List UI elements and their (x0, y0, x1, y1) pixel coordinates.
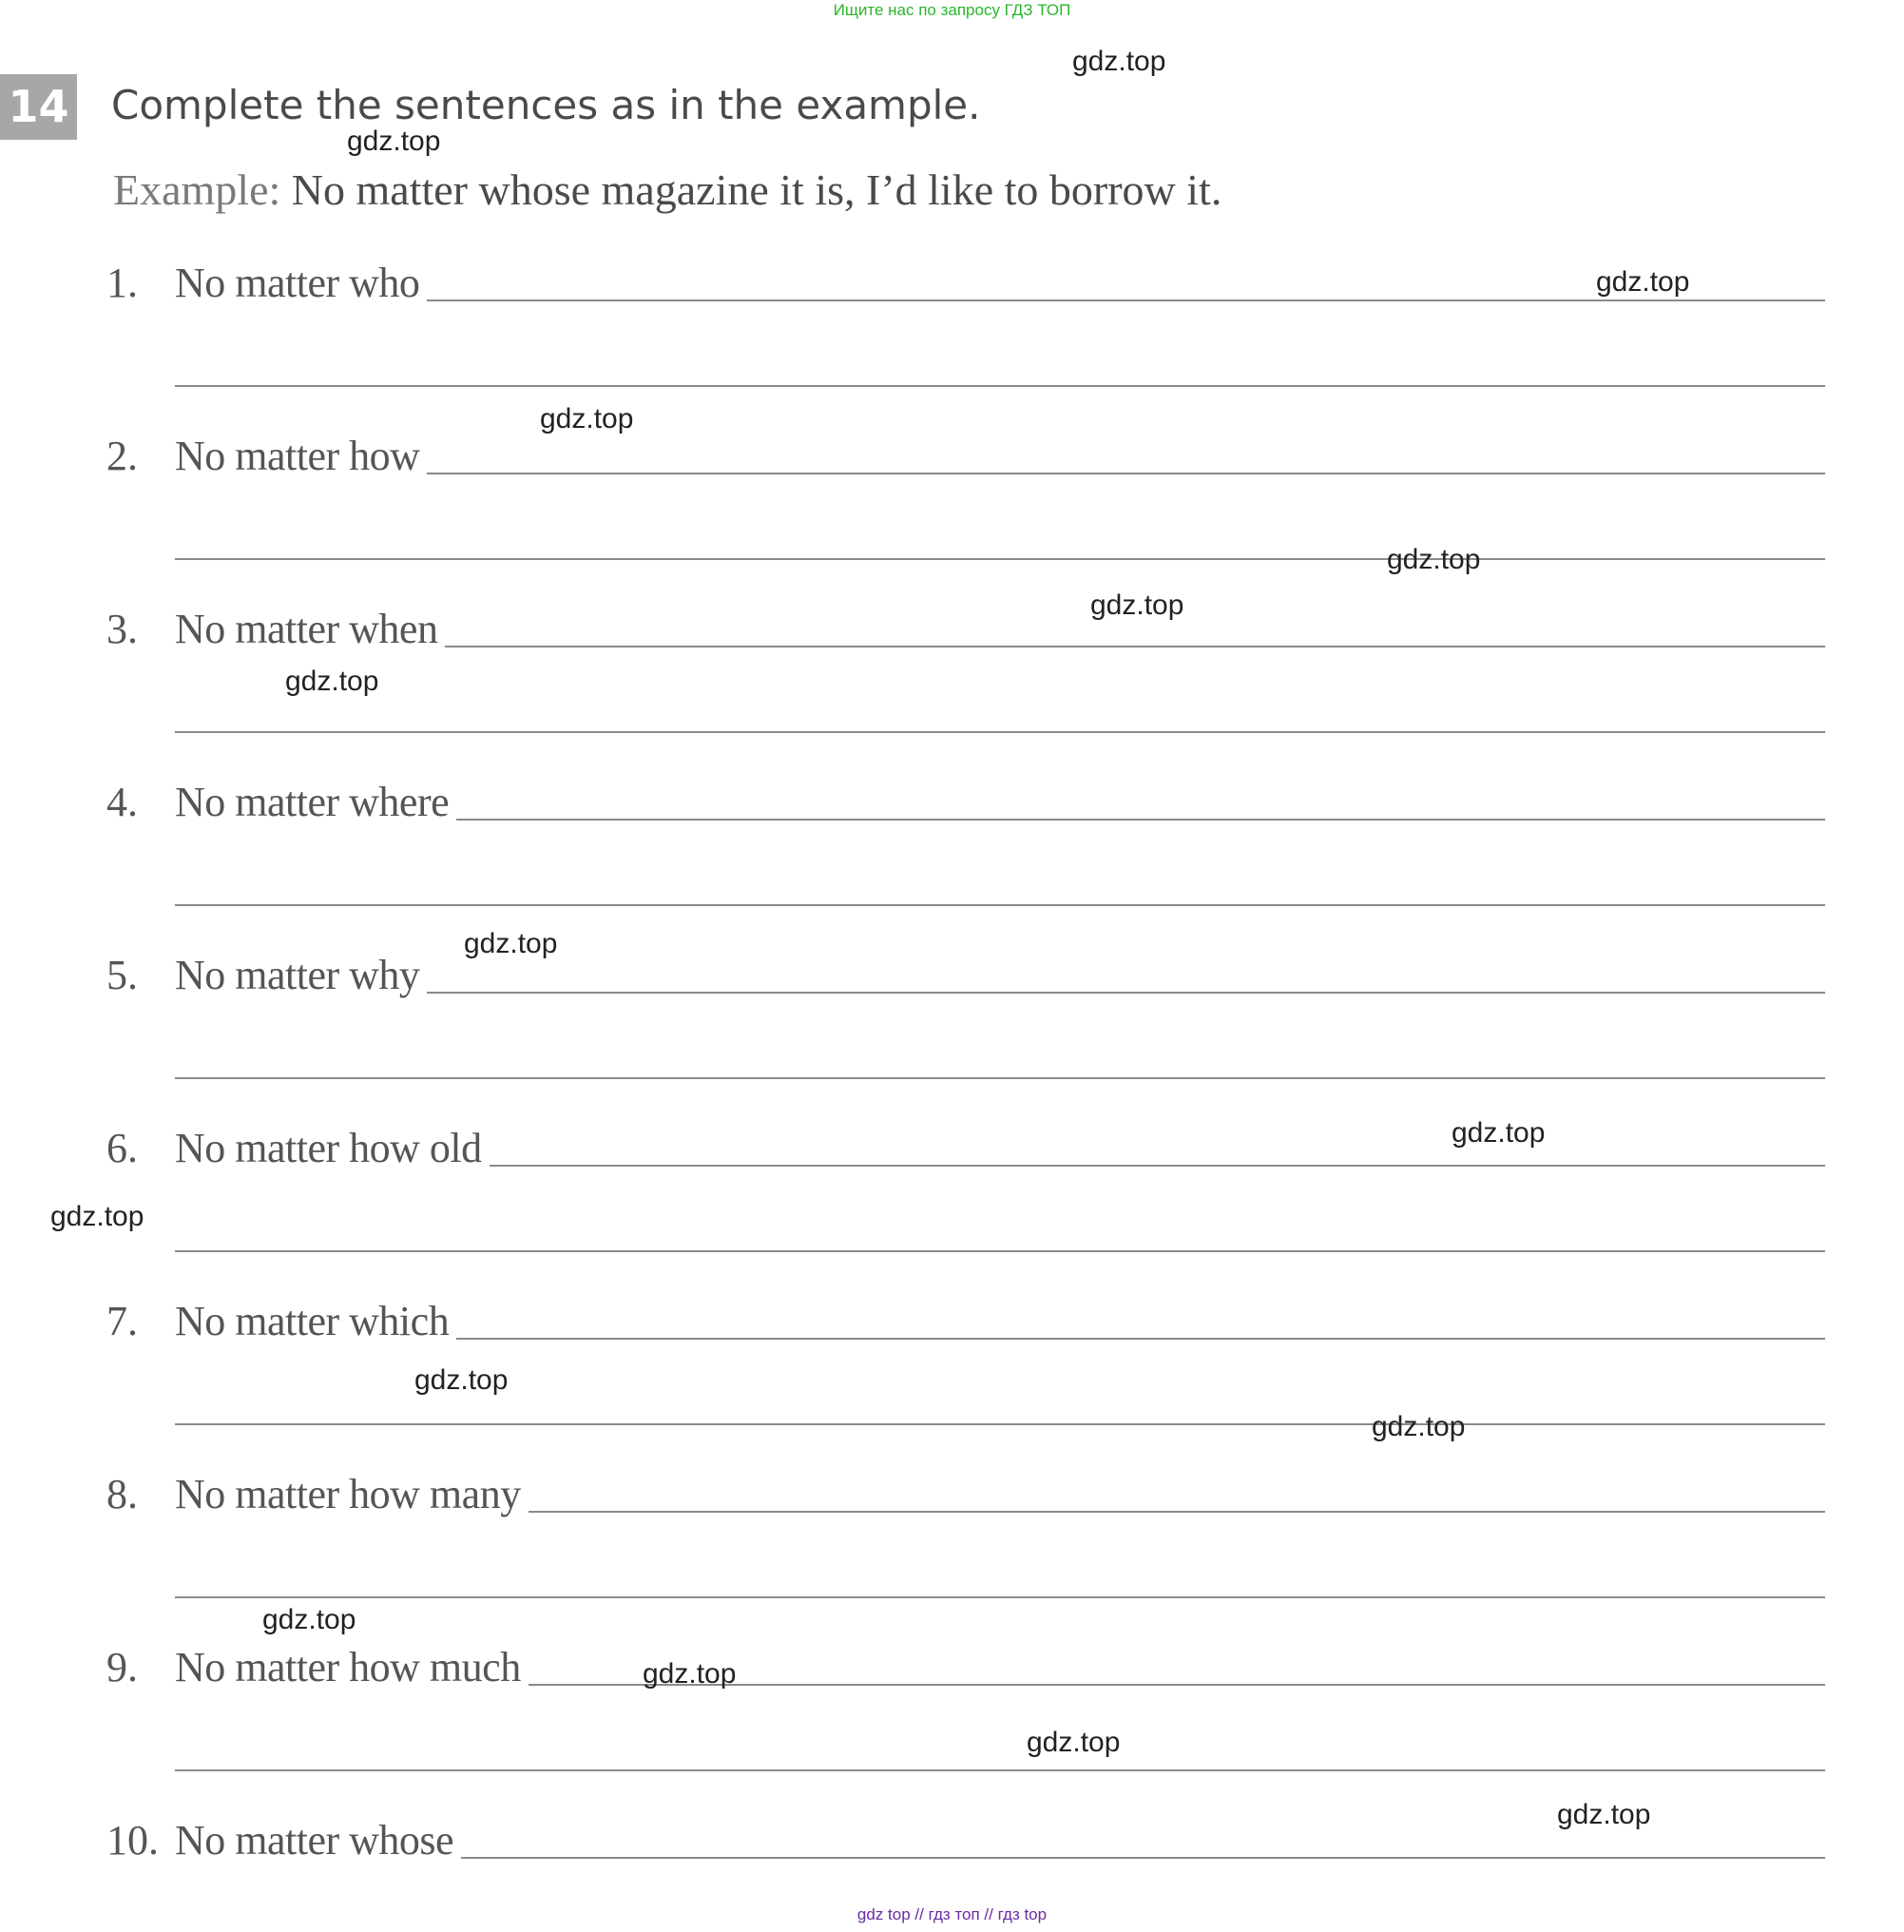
watermark: gdz.top (464, 928, 558, 959)
bottom-banner: gdz top // гдз топ // гдз top (856, 1905, 1048, 1923)
item-number: 1. (106, 260, 138, 306)
answer-line[interactable] (427, 473, 1825, 474)
exercise-item-5 (106, 939, 1825, 996)
watermark: gdz.top (1027, 1727, 1121, 1758)
answer-line-continuation[interactable] (175, 731, 1825, 733)
item-prompt: No matter how (175, 433, 420, 479)
item-number: 5. (106, 952, 138, 998)
watermark: gdz.top (262, 1604, 356, 1635)
watermark: gdz.top (540, 403, 634, 435)
exercise-item-1 (106, 247, 1825, 304)
watermark: gdz.top (50, 1201, 144, 1232)
watermark: gdz.top (1072, 46, 1166, 77)
item-prompt: No matter why (175, 952, 420, 998)
example-text: No matter whose magazine it is, I’d like to borrow it. (291, 165, 1222, 214)
answer-line-continuation[interactable] (175, 558, 1825, 560)
answer-line[interactable] (427, 299, 1825, 301)
exercise-item-4 (106, 766, 1825, 823)
example-sentence (113, 164, 1221, 215)
exercise-title: Complete the sentences as in the example. (111, 82, 981, 128)
item-prompt: No matter where (175, 779, 450, 825)
item-prompt: No matter which (175, 1298, 450, 1344)
example-label: Example: (113, 165, 281, 214)
answer-line-continuation[interactable] (175, 1423, 1825, 1425)
answer-line[interactable] (456, 1338, 1825, 1340)
item-number: 3. (106, 606, 138, 652)
answer-line-continuation[interactable] (175, 1769, 1825, 1771)
watermark: gdz.top (414, 1364, 509, 1396)
answer-line-continuation[interactable] (175, 1077, 1825, 1079)
exercise-item-2 (106, 420, 1825, 477)
item-prompt: No matter how many (175, 1471, 521, 1517)
item-number: 4. (106, 779, 138, 825)
exercise-item-9 (106, 1632, 1825, 1689)
top-banner: Ищите нас по запросу ГДЗ ТОП (833, 1, 1071, 19)
answer-line[interactable] (529, 1511, 1825, 1513)
item-number: 2. (106, 433, 138, 479)
exercise-item-6 (106, 1112, 1825, 1169)
watermark: gdz.top (1090, 589, 1184, 621)
answer-line[interactable] (427, 992, 1825, 994)
watermark: gdz.top (1557, 1799, 1651, 1830)
item-number: 9. (106, 1644, 138, 1690)
exercise-item-7 (106, 1285, 1825, 1343)
watermark: gdz.top (643, 1658, 737, 1690)
exercise-item-3 (106, 593, 1825, 650)
answer-line[interactable] (461, 1857, 1825, 1859)
answer-line[interactable] (490, 1165, 1825, 1167)
item-prompt: No matter how old (175, 1125, 482, 1171)
watermark: gdz.top (1596, 266, 1690, 298)
watermark: gdz.top (347, 126, 441, 157)
answer-line[interactable] (445, 646, 1825, 647)
watermark: gdz.top (1372, 1411, 1466, 1442)
item-prompt: No matter when (175, 606, 438, 652)
item-number: 8. (106, 1471, 138, 1517)
answer-line-continuation[interactable] (175, 904, 1825, 906)
item-number: 7. (106, 1298, 138, 1344)
exercise-number-badge: 14 (0, 74, 77, 140)
watermark: gdz.top (1387, 544, 1481, 575)
answer-line-continuation[interactable] (175, 1250, 1825, 1252)
watermark: gdz.top (1452, 1117, 1546, 1149)
item-number: 10. (106, 1817, 159, 1864)
answer-line[interactable] (456, 819, 1825, 821)
item-prompt: No matter whose (175, 1817, 454, 1864)
answer-line-continuation[interactable] (175, 1596, 1825, 1598)
item-prompt: No matter who (175, 260, 420, 306)
watermark: gdz.top (285, 666, 379, 697)
answer-line-continuation[interactable] (175, 385, 1825, 387)
item-number: 6. (106, 1125, 138, 1171)
item-prompt: No matter how much (175, 1644, 521, 1690)
exercise-item-8 (106, 1459, 1825, 1516)
